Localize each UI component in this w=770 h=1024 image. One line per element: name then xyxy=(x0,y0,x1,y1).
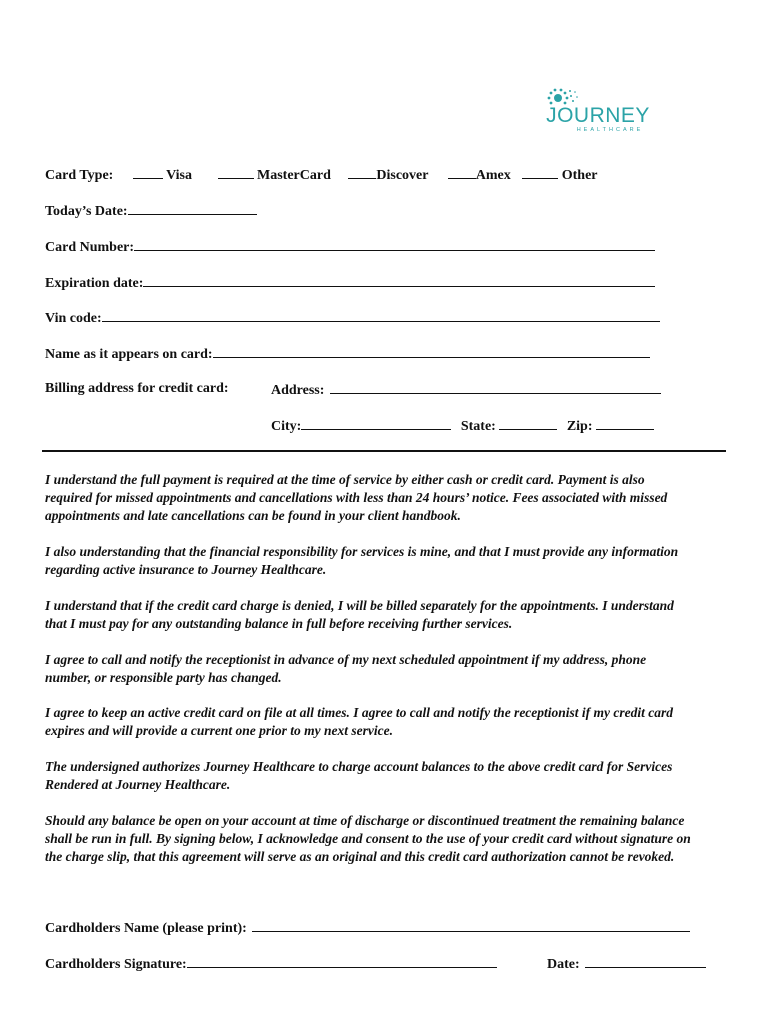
mastercard-blank[interactable] xyxy=(218,165,254,179)
date-field[interactable] xyxy=(585,954,706,968)
state-label: State: xyxy=(460,419,496,434)
balance-consent-paragraph: Should any balance be open on your account at time of discharge or discontinued treatment the remaining balance shall be run in full. By signing below, I acknowledge and consent to the use of your credit card without signature on the charge slip, that this agreement will serve as an original and this credit card authorization cannot be revoked. xyxy=(45,813,691,864)
amex-blank[interactable] xyxy=(448,165,476,179)
city-label: City: xyxy=(271,419,302,434)
name-on-card-row xyxy=(45,344,650,364)
billing-address-label: Billing address for credit card: xyxy=(45,381,229,396)
expiration-date-field[interactable] xyxy=(143,273,655,287)
city-state-zip-row xyxy=(271,416,654,436)
financial-responsibility-paragraph: I also understanding that the financial responsibility for services is mine, and that I must provide any information regarding active insurance to Journey Healthcare. xyxy=(45,544,679,577)
notify-changes-paragraph: I agree to call and notify the receptionist in advance of my next scheduled appointment if my address, phone number, or responsible party has changed. xyxy=(45,652,647,685)
discover-blank[interactable] xyxy=(348,165,376,179)
active-card-paragraph: I agree to keep an active credit card on file at all times. I agree to call and notify the receptionist if my credit card expires and will provide a current one prior to my next service. xyxy=(45,705,674,738)
other-blank[interactable] xyxy=(522,165,558,179)
zip-field[interactable] xyxy=(596,416,654,430)
address-label: Address: xyxy=(271,383,325,398)
cardholder-name-row xyxy=(45,918,690,938)
cardholder-signature-field[interactable] xyxy=(187,954,497,968)
section-divider xyxy=(42,450,726,452)
card-type-row xyxy=(45,165,598,185)
card-number-row xyxy=(45,237,655,257)
todays-date-row xyxy=(45,201,257,221)
name-on-card-field[interactable] xyxy=(213,344,650,358)
address-row xyxy=(271,380,661,400)
payment-terms-paragraph: I understand the full payment is required at the time of service by either cash or credit card. Payment is also required for missed appointments and cancellations with less than 24 hours’ notice. Fees associated with missed appointments and late cancellations can be found in your client handbook. xyxy=(45,472,668,523)
name-on-card-label: Name as it appears on card: xyxy=(45,347,213,362)
vin-code-label: Vin code: xyxy=(45,311,102,326)
journey-healthcare-logo xyxy=(538,88,658,138)
cardholder-name-label: Cardholders Name (please print): xyxy=(45,921,247,936)
card-option-other: Other xyxy=(561,168,598,183)
expiration-date-label: Expiration date: xyxy=(45,276,144,291)
address-field[interactable] xyxy=(330,380,661,394)
state-field[interactable] xyxy=(499,416,557,430)
authorization-paragraph: The undersigned authorizes Journey Healthcare to charge account balances to the above credit card for Services Rendered at Journey Healthcare. xyxy=(45,759,673,792)
logo-subtitle: HEALTHCARE xyxy=(576,127,644,133)
cardholder-name-field[interactable] xyxy=(252,918,690,932)
card-option-amex: Amex xyxy=(475,168,511,183)
city-field[interactable] xyxy=(301,416,451,430)
denied-charge-paragraph: I understand that if the credit card charge is denied, I will be billed separately for the appointments. I understand that I must pay for any outstanding balance in full before receiving further services. xyxy=(45,598,674,631)
visa-blank[interactable] xyxy=(133,165,163,179)
todays-date-label: Today’s Date: xyxy=(45,204,128,219)
todays-date-field[interactable] xyxy=(128,201,257,215)
date-label: Date: xyxy=(547,957,580,972)
card-number-label: Card Number: xyxy=(45,240,135,255)
zip-label: Zip: xyxy=(566,419,593,434)
logo-wordmark: JOURNEY xyxy=(546,104,650,127)
card-number-field[interactable] xyxy=(134,237,655,251)
vin-code-field[interactable] xyxy=(102,308,660,322)
card-option-visa: Visa xyxy=(166,168,193,183)
card-option-mastercard: MasterCard xyxy=(257,168,331,183)
cardholder-signature-row xyxy=(45,954,497,974)
date-row xyxy=(547,954,706,974)
cardholder-signature-label: Cardholders Signature: xyxy=(45,957,187,972)
card-option-discover: Discover xyxy=(376,168,429,183)
expiration-date-row xyxy=(45,273,655,293)
card-type-label: Card Type: xyxy=(45,168,114,183)
vin-code-row xyxy=(45,308,660,328)
